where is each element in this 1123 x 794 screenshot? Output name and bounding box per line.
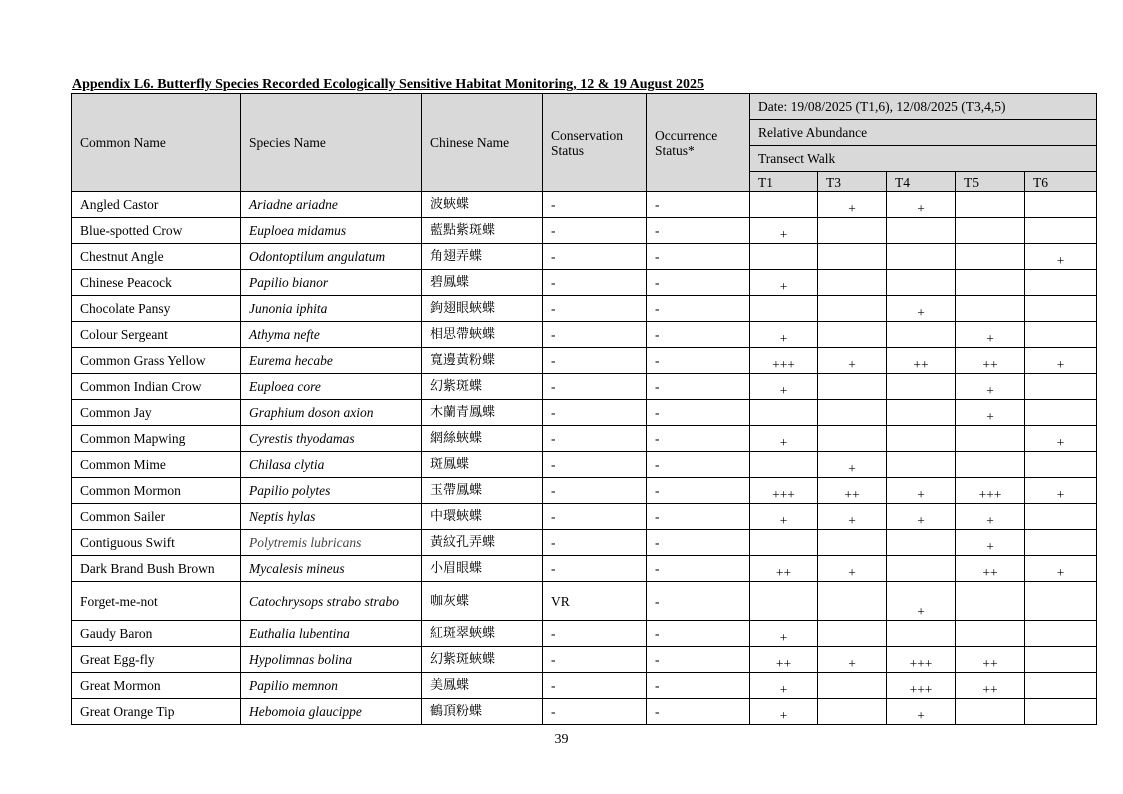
abundance-t5-cell xyxy=(956,504,1025,530)
abundance-t5-cell xyxy=(956,296,1025,322)
abundance-t6-cell xyxy=(1025,348,1097,374)
abundance-t3-cell xyxy=(818,582,887,621)
abundance-t1-cell xyxy=(750,322,818,348)
occurrence-status-cell: - xyxy=(647,530,750,556)
abundance-t3-cell xyxy=(818,270,887,296)
table-row xyxy=(72,192,1097,218)
abundance-t1-cell xyxy=(750,699,818,725)
header-common-name: Common Name xyxy=(72,94,241,192)
abundance-value: + xyxy=(986,331,994,346)
common-name-cell: Chinese Peacock xyxy=(72,270,241,296)
chinese-name-cell: 黃紋孔弄蝶 xyxy=(422,530,543,556)
abundance-t5-cell xyxy=(956,647,1025,673)
conservation-status-cell: VR xyxy=(543,582,647,621)
abundance-t3-cell xyxy=(818,530,887,556)
abundance-t6-cell xyxy=(1025,582,1097,621)
abundance-t1-cell xyxy=(750,400,818,426)
table-row xyxy=(72,556,1097,582)
abundance-value: + xyxy=(917,708,925,723)
occurrence-status-cell: - xyxy=(647,218,750,244)
abundance-t5-cell xyxy=(956,673,1025,699)
chinese-name-cell: 碧鳳蝶 xyxy=(422,270,543,296)
abundance-t3-cell xyxy=(818,322,887,348)
abundance-t5-cell xyxy=(956,556,1025,582)
chinese-name-cell: 相思帶蛺蝶 xyxy=(422,322,543,348)
conservation-status-cell: - xyxy=(543,218,647,244)
abundance-t4-cell xyxy=(887,270,956,296)
conservation-status-cell: - xyxy=(543,504,647,530)
abundance-t5-cell xyxy=(956,582,1025,621)
occurrence-status-cell: - xyxy=(647,348,750,374)
occurrence-status-cell: - xyxy=(647,322,750,348)
abundance-t4-cell xyxy=(887,192,956,218)
chinese-name-cell: 木蘭青鳳蝶 xyxy=(422,400,543,426)
occurrence-status-cell: - xyxy=(647,270,750,296)
butterfly-species-table xyxy=(71,93,1097,725)
abundance-value: ++ xyxy=(982,682,998,697)
table-row xyxy=(72,504,1097,530)
abundance-value: ++ xyxy=(775,565,792,580)
occurrence-status-cell: - xyxy=(647,504,750,530)
occurrence-status-cell: - xyxy=(647,556,750,582)
chinese-name-cell: 寬邊黃粉蝶 xyxy=(422,348,543,374)
occurrence-status-cell: - xyxy=(647,582,750,621)
abundance-t1-cell xyxy=(750,244,818,270)
abundance-t6-cell xyxy=(1025,699,1097,725)
abundance-t3-cell xyxy=(818,374,887,400)
species-name-cell: Cyrestis thyodamas xyxy=(241,426,422,452)
species-name-cell: Hebomoia glaucippe xyxy=(241,699,422,725)
abundance-value: +++ xyxy=(909,656,933,671)
occurrence-status-cell: - xyxy=(647,296,750,322)
abundance-value: +++ xyxy=(772,357,795,372)
header-relative-abundance: Relative Abundance xyxy=(750,120,1097,146)
abundance-t1-cell xyxy=(750,582,818,621)
common-name-cell: Contiguous Swift xyxy=(72,530,241,556)
common-name-cell: Common Mapwing xyxy=(72,426,241,452)
abundance-t1-cell xyxy=(750,452,818,478)
abundance-value: ++ xyxy=(913,357,929,372)
occurrence-status-cell: - xyxy=(647,244,750,270)
conservation-status-cell: - xyxy=(543,478,647,504)
abundance-value: + xyxy=(917,305,925,320)
species-name-cell: Ariadne ariadne xyxy=(241,192,422,218)
header-occurrence-status: Occurrence Status* xyxy=(647,94,750,192)
abundance-value: + xyxy=(986,383,994,398)
abundance-t4-cell xyxy=(887,647,956,673)
abundance-t5-cell xyxy=(956,530,1025,556)
header-date: Date: 19/08/2025 (T1,6), 12/08/2025 (T3,4,5) xyxy=(750,94,1097,120)
occurrence-status-cell: - xyxy=(647,426,750,452)
abundance-value: + xyxy=(986,513,994,528)
chinese-name-cell: 小眉眼蝶 xyxy=(422,556,543,582)
abundance-t3-cell xyxy=(818,478,887,504)
abundance-t4-cell xyxy=(887,478,956,504)
abundance-value: + xyxy=(848,461,856,476)
chinese-name-cell: 藍點紫斑蝶 xyxy=(422,218,543,244)
abundance-t4-cell xyxy=(887,452,956,478)
occurrence-status-cell: - xyxy=(647,699,750,725)
chinese-name-cell: 鶴頂粉蝶 xyxy=(422,699,543,725)
common-name-cell: Chestnut Angle xyxy=(72,244,241,270)
abundance-t1-cell xyxy=(750,478,818,504)
abundance-value: ++ xyxy=(844,487,860,502)
chinese-name-cell: 幻紫斑蝶 xyxy=(422,374,543,400)
abundance-t3-cell xyxy=(818,556,887,582)
abundance-t1-cell xyxy=(750,296,818,322)
abundance-value: + xyxy=(986,539,994,554)
conservation-status-cell: - xyxy=(543,400,647,426)
abundance-t1-cell xyxy=(750,192,818,218)
abundance-value: + xyxy=(917,487,925,502)
abundance-t6-cell xyxy=(1025,322,1097,348)
abundance-t4-cell xyxy=(887,426,956,452)
species-name-cell: Graphium doson axion xyxy=(241,400,422,426)
abundance-t6-cell xyxy=(1025,530,1097,556)
conservation-status-cell: - xyxy=(543,374,647,400)
conservation-status-cell: - xyxy=(543,530,647,556)
abundance-t1-cell xyxy=(750,647,818,673)
common-name-cell: Great Mormon xyxy=(72,673,241,699)
abundance-value: ++ xyxy=(982,565,998,580)
abundance-t1-cell xyxy=(750,426,818,452)
abundance-value: + xyxy=(1056,253,1065,268)
appendix-title: Appendix L6. Butterfly Species Recorded Ecologically Sensitive Habitat Monitoring, 12 & 19 August 2025 xyxy=(72,77,704,92)
chinese-name-cell: 網絲蛺蝶 xyxy=(422,426,543,452)
common-name-cell: Blue-spotted Crow xyxy=(72,218,241,244)
chinese-name-cell: 鉤翅眼蛺蝶 xyxy=(422,296,543,322)
abundance-t5-cell xyxy=(956,192,1025,218)
abundance-t6-cell xyxy=(1025,504,1097,530)
abundance-t5-cell xyxy=(956,244,1025,270)
abundance-t3-cell xyxy=(818,673,887,699)
abundance-t5-cell xyxy=(956,478,1025,504)
abundance-t6-cell xyxy=(1025,192,1097,218)
species-name-cell: Neptis hylas xyxy=(241,504,422,530)
common-name-cell: Dark Brand Bush Brown xyxy=(72,556,241,582)
common-name-cell: Forget-me-not xyxy=(72,582,241,621)
chinese-name-cell: 美鳳蝶 xyxy=(422,673,543,699)
abundance-t1-cell xyxy=(750,621,818,647)
abundance-t4-cell xyxy=(887,296,956,322)
chinese-name-cell: 角翅弄蝶 xyxy=(422,244,543,270)
species-name-cell: Hypolimnas bolina xyxy=(241,647,422,673)
occurrence-status-cell: - xyxy=(647,647,750,673)
species-name-cell: Chilasa clytia xyxy=(241,452,422,478)
abundance-t6-cell xyxy=(1025,244,1097,270)
conservation-status-cell: - xyxy=(543,426,647,452)
conservation-status-cell: - xyxy=(543,647,647,673)
header-transect-t4: T4 xyxy=(887,172,956,192)
conservation-status-cell: - xyxy=(543,348,647,374)
abundance-t5-cell xyxy=(956,426,1025,452)
abundance-t6-cell xyxy=(1025,647,1097,673)
abundance-t4-cell xyxy=(887,556,956,582)
abundance-t5-cell xyxy=(956,400,1025,426)
abundance-value: + xyxy=(779,630,788,645)
abundance-t5-cell xyxy=(956,218,1025,244)
conservation-status-cell: - xyxy=(543,699,647,725)
table-row xyxy=(72,452,1097,478)
abundance-value: + xyxy=(1056,487,1065,502)
abundance-t4-cell xyxy=(887,322,956,348)
conservation-status-cell: - xyxy=(543,270,647,296)
table-row xyxy=(72,348,1097,374)
abundance-t3-cell xyxy=(818,452,887,478)
abundance-t3-cell xyxy=(818,426,887,452)
table-row xyxy=(72,621,1097,647)
common-name-cell: Common Sailer xyxy=(72,504,241,530)
table-row xyxy=(72,296,1097,322)
abundance-t1-cell xyxy=(750,348,818,374)
abundance-t3-cell xyxy=(818,192,887,218)
conservation-status-cell: - xyxy=(543,322,647,348)
abundance-t6-cell xyxy=(1025,556,1097,582)
occurrence-status-cell: - xyxy=(647,673,750,699)
abundance-t4-cell xyxy=(887,244,956,270)
chinese-name-cell: 紅斑翠蛺蝶 xyxy=(422,621,543,647)
table-row xyxy=(72,244,1097,270)
abundance-value: + xyxy=(986,409,994,424)
abundance-t4-cell xyxy=(887,504,956,530)
abundance-t4-cell xyxy=(887,530,956,556)
table-row xyxy=(72,374,1097,400)
abundance-t1-cell xyxy=(750,218,818,244)
table-row xyxy=(72,270,1097,296)
abundance-value: + xyxy=(779,435,788,450)
header-transect-t3: T3 xyxy=(818,172,887,192)
abundance-value: + xyxy=(917,201,925,216)
table-row xyxy=(72,400,1097,426)
conservation-status-cell: - xyxy=(543,244,647,270)
abundance-t6-cell xyxy=(1025,452,1097,478)
abundance-t6-cell xyxy=(1025,374,1097,400)
abundance-t1-cell xyxy=(750,504,818,530)
abundance-value: + xyxy=(848,357,856,372)
abundance-t1-cell xyxy=(750,530,818,556)
abundance-t4-cell xyxy=(887,348,956,374)
header-transect-t1: T1 xyxy=(750,172,818,192)
chinese-name-cell: 玉帶鳳蝶 xyxy=(422,478,543,504)
species-name-cell: Euploea core xyxy=(241,374,422,400)
abundance-value: + xyxy=(1056,357,1065,372)
abundance-value: + xyxy=(1056,435,1065,450)
abundance-t5-cell xyxy=(956,621,1025,647)
species-name-cell: Mycalesis mineus xyxy=(241,556,422,582)
species-name-cell: Athyma nefte xyxy=(241,322,422,348)
abundance-t3-cell xyxy=(818,647,887,673)
table-row xyxy=(72,673,1097,699)
abundance-t1-cell xyxy=(750,556,818,582)
common-name-cell: Great Egg-fly xyxy=(72,647,241,673)
abundance-t3-cell xyxy=(818,218,887,244)
abundance-value: ++ xyxy=(982,357,998,372)
table-row xyxy=(72,478,1097,504)
abundance-t4-cell xyxy=(887,582,956,621)
common-name-cell: Common Jay xyxy=(72,400,241,426)
table-row xyxy=(72,530,1097,556)
abundance-t4-cell xyxy=(887,699,956,725)
species-name-cell: Odontoptilum angulatum xyxy=(241,244,422,270)
abundance-t6-cell xyxy=(1025,621,1097,647)
species-name-cell: Papilio bianor xyxy=(241,270,422,296)
common-name-cell: Gaudy Baron xyxy=(72,621,241,647)
abundance-value: + xyxy=(917,513,925,528)
abundance-value: + xyxy=(779,513,788,528)
abundance-t5-cell xyxy=(956,374,1025,400)
occurrence-status-cell: - xyxy=(647,374,750,400)
occurrence-status-cell: - xyxy=(647,400,750,426)
abundance-t6-cell xyxy=(1025,400,1097,426)
abundance-t5-cell xyxy=(956,270,1025,296)
abundance-t3-cell xyxy=(818,504,887,530)
abundance-t3-cell xyxy=(818,621,887,647)
abundance-t5-cell xyxy=(956,452,1025,478)
header-transect-t5: T5 xyxy=(956,172,1025,192)
abundance-t4-cell xyxy=(887,218,956,244)
abundance-value: +++ xyxy=(978,487,1002,502)
common-name-cell: Common Mime xyxy=(72,452,241,478)
species-name-cell: Eurema hecabe xyxy=(241,348,422,374)
conservation-status-cell: - xyxy=(543,452,647,478)
abundance-t3-cell xyxy=(818,400,887,426)
abundance-value: + xyxy=(779,279,788,294)
abundance-value: + xyxy=(848,656,856,671)
abundance-value: + xyxy=(779,227,788,242)
occurrence-status-cell: - xyxy=(647,192,750,218)
species-name-cell: Junonia iphita xyxy=(241,296,422,322)
abundance-t1-cell xyxy=(750,270,818,296)
abundance-value: + xyxy=(779,383,788,398)
occurrence-status-cell: - xyxy=(647,452,750,478)
occurrence-status-cell: - xyxy=(647,621,750,647)
abundance-t4-cell xyxy=(887,374,956,400)
abundance-t5-cell xyxy=(956,348,1025,374)
header-species-name: Species Name xyxy=(241,94,422,192)
abundance-t6-cell xyxy=(1025,218,1097,244)
common-name-cell: Chocolate Pansy xyxy=(72,296,241,322)
species-name-cell: Euploea midamus xyxy=(241,218,422,244)
table-row xyxy=(72,582,1097,621)
species-name-cell: Euthalia lubentina xyxy=(241,621,422,647)
abundance-t5-cell xyxy=(956,699,1025,725)
header-conservation-status: Conservation Status xyxy=(543,94,647,192)
common-name-cell: Great Orange Tip xyxy=(72,699,241,725)
chinese-name-cell: 咖灰蝶 xyxy=(422,582,543,621)
header-chinese-name: Chinese Name xyxy=(422,94,543,192)
abundance-t4-cell xyxy=(887,673,956,699)
conservation-status-cell: - xyxy=(543,192,647,218)
abundance-t4-cell xyxy=(887,400,956,426)
table-row xyxy=(72,426,1097,452)
abundance-value: + xyxy=(779,708,788,723)
table-row xyxy=(72,699,1097,725)
abundance-t1-cell xyxy=(750,374,818,400)
chinese-name-cell: 中環蛺蝶 xyxy=(422,504,543,530)
common-name-cell: Common Grass Yellow xyxy=(72,348,241,374)
table-row xyxy=(72,218,1097,244)
abundance-t1-cell xyxy=(750,673,818,699)
species-name-cell: Polytremis lubricans xyxy=(241,530,422,556)
abundance-t6-cell xyxy=(1025,270,1097,296)
chinese-name-cell: 幻紫斑蛺蝶 xyxy=(422,647,543,673)
abundance-value: ++ xyxy=(775,656,792,671)
abundance-value: + xyxy=(779,682,788,697)
abundance-t3-cell xyxy=(818,348,887,374)
abundance-t6-cell xyxy=(1025,478,1097,504)
common-name-cell: Common Mormon xyxy=(72,478,241,504)
abundance-value: + xyxy=(848,513,856,528)
conservation-status-cell: - xyxy=(543,556,647,582)
conservation-status-cell: - xyxy=(543,296,647,322)
abundance-t4-cell xyxy=(887,621,956,647)
abundance-value: +++ xyxy=(772,487,795,502)
abundance-value: + xyxy=(779,331,788,346)
abundance-t6-cell xyxy=(1025,296,1097,322)
table-row xyxy=(72,647,1097,673)
page-number: 39 xyxy=(554,732,569,747)
abundance-value: + xyxy=(917,604,925,619)
table-body xyxy=(72,192,1097,725)
abundance-t3-cell xyxy=(818,296,887,322)
abundance-t3-cell xyxy=(818,699,887,725)
conservation-status-cell: - xyxy=(543,673,647,699)
species-name-cell: Catochrysops strabo strabo xyxy=(241,582,422,621)
species-name-cell: Papilio polytes xyxy=(241,478,422,504)
occurrence-status-cell: - xyxy=(647,478,750,504)
abundance-value: + xyxy=(1056,565,1065,580)
chinese-name-cell: 波蛺蝶 xyxy=(422,192,543,218)
species-name-cell: Papilio memnon xyxy=(241,673,422,699)
chinese-name-cell: 斑鳳蝶 xyxy=(422,452,543,478)
conservation-status-cell: - xyxy=(543,621,647,647)
header-transect-t6: T6 xyxy=(1025,172,1097,192)
abundance-t3-cell xyxy=(818,244,887,270)
common-name-cell: Common Indian Crow xyxy=(72,374,241,400)
table-row xyxy=(72,322,1097,348)
abundance-value: + xyxy=(848,565,856,580)
abundance-t5-cell xyxy=(956,322,1025,348)
common-name-cell: Colour Sergeant xyxy=(72,322,241,348)
abundance-value: +++ xyxy=(909,682,933,697)
abundance-value: + xyxy=(848,201,856,216)
header-transect-walk: Transect Walk xyxy=(750,146,1097,172)
abundance-t6-cell xyxy=(1025,673,1097,699)
abundance-value: ++ xyxy=(982,656,998,671)
abundance-t6-cell xyxy=(1025,426,1097,452)
common-name-cell: Angled Castor xyxy=(72,192,241,218)
